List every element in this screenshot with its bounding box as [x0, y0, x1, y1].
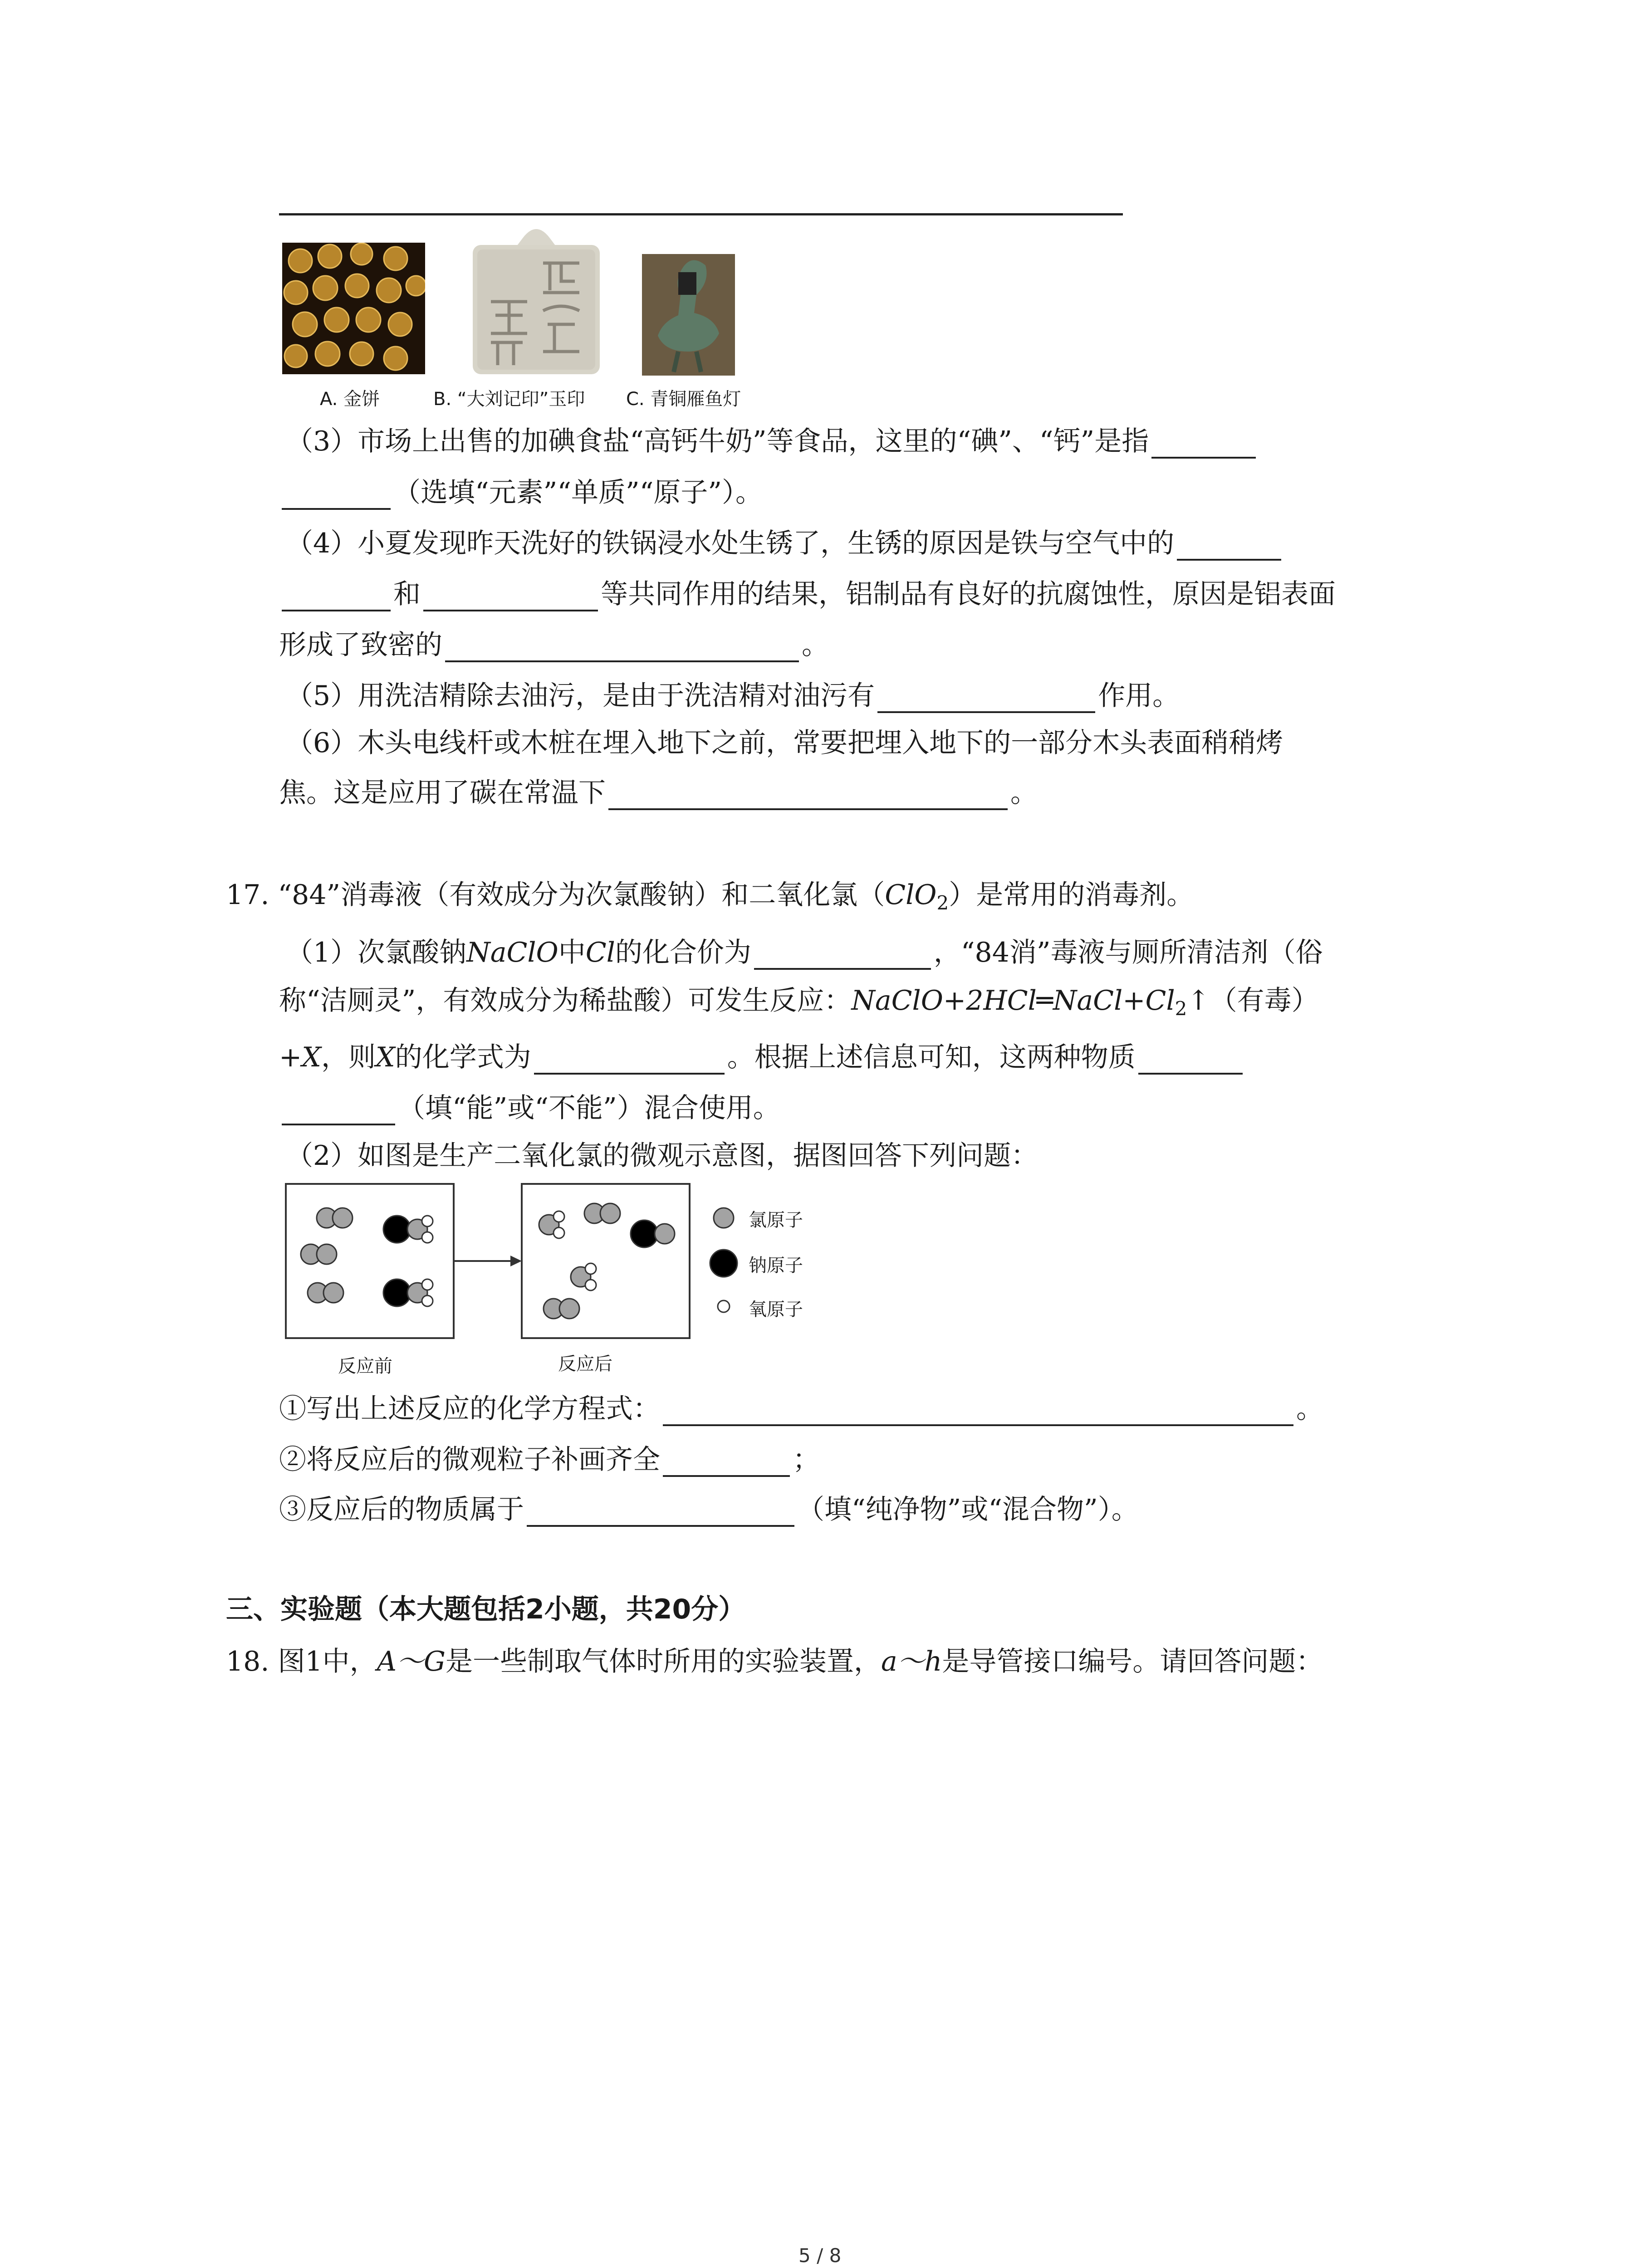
answer-line-top — [279, 213, 1123, 215]
answer-blank[interactable] — [527, 1497, 794, 1527]
section-heading: 三、实验题（本大题包括2小题，共20分） — [226, 1593, 746, 1625]
answer-blank[interactable] — [282, 582, 391, 611]
legend-chlorine-label: 氯原子 — [749, 1210, 803, 1231]
answer-blank[interactable] — [1177, 531, 1281, 561]
caption-gold-cakes: A. 金饼 — [320, 389, 380, 410]
q17-sub3: ③反应后的物质属于 （填“纯净物”或“混合物”）。 — [279, 1492, 1139, 1527]
q16-part4-line2: 和 等共同作用的结果，铝制品有良好的抗腐蚀性，原因是铝表面 — [279, 577, 1336, 611]
caption-jade-seal: B. “大刘记印”玉印 — [433, 389, 585, 410]
q16-part3-line2: （选填“元素”“单质”“原子”）。 — [279, 475, 763, 510]
answer-blank[interactable] — [445, 632, 799, 662]
q17-part1-line4: （填“能”或“不能”）混合使用。 — [279, 1091, 780, 1125]
legend-oxygen-label: 氧原子 — [749, 1299, 803, 1320]
micro-diagram — [281, 1179, 853, 1379]
image-gold-cakes — [282, 243, 425, 374]
image-jade-seal — [464, 220, 609, 376]
answer-blank[interactable] — [754, 940, 931, 970]
image-bronze-lamp — [642, 254, 735, 376]
q16-part5: （5）用洗洁精除去油污，是由于洗洁精对油污有 作用。 — [286, 679, 1180, 713]
answer-blank[interactable] — [282, 1095, 395, 1125]
legend-sodium-marker — [710, 1250, 737, 1277]
q16-part6-line2: 焦。这是应用了碳在常温下 。 — [279, 776, 1038, 810]
q17-part1-line2: 称“洁厕灵”，有效成分为稀盐酸）可发生反应：$NaClO+2HCl═NaCl+Cl_2↑$（有毒） — [279, 985, 1319, 1020]
q17-part2: （2）如图是生产二氧化氯的微观示意图，据图回答下列问题： — [286, 1140, 1038, 1172]
label-before: 反应前 — [338, 1356, 392, 1377]
caption-bronze-lamp: C. 青铜雁鱼灯 — [626, 389, 741, 410]
q16-part6-line1: （6）木头电线杆或木桩在埋入地下之前，常要把埋入地下的一部分木头表面稍稍烤 — [286, 727, 1283, 759]
q17-sub1: ①写出上述反应的化学方程式： 。 — [279, 1392, 1323, 1426]
answer-blank[interactable] — [663, 1396, 1293, 1426]
q18-intro: 18. 图1中，A～G是一些制取气体时所用的实验装置，a～h是导管接口编号。请回答问题： — [226, 1646, 1323, 1677]
answer-blank[interactable] — [663, 1447, 790, 1477]
q16-part3-line1: （3）市场上出售的加碘食盐“高钙牛奶”等食品，这里的“碘”、“钙”是指 — [286, 424, 1259, 459]
legend-oxygen-marker — [718, 1300, 730, 1312]
answer-blank[interactable] — [282, 480, 391, 510]
q17-part1-line1: （1）次氯酸钠NaClO中Cl的化合价为 ，“84消”毒液与厕所清洁剂（俗 — [286, 935, 1323, 970]
q17-sub2: ②将反应后的微观粒子补画齐全 ； — [279, 1442, 820, 1477]
page-number: 5 / 8 — [798, 2244, 842, 2267]
q16-part4-line1: （4）小夏发现昨天洗好的铁锅浸水处生锈了，生锈的原因是铁与空气中的 — [286, 526, 1284, 561]
q17-part1-line3: +X，则X的化学式为 。根据上述信息可知，这两种物质 — [279, 1040, 1245, 1075]
legend-chlorine-marker — [714, 1208, 734, 1228]
answer-blank[interactable] — [423, 582, 598, 611]
label-after: 反应后 — [558, 1354, 612, 1374]
q16-part4-line3: 形成了致密的 。 — [279, 628, 829, 662]
answer-blank[interactable] — [1151, 429, 1256, 459]
answer-blank[interactable] — [608, 780, 1008, 810]
answer-blank[interactable] — [534, 1045, 725, 1075]
q17-intro: 17. “84”消毒液（有效成分为次氯酸钠）和二氧化氯（ClO$_2$）是常用的消毒剂。 — [226, 879, 1194, 914]
answer-blank[interactable] — [877, 683, 1095, 713]
answer-blank[interactable] — [1138, 1045, 1243, 1075]
legend-sodium-label: 钠原子 — [749, 1255, 803, 1276]
